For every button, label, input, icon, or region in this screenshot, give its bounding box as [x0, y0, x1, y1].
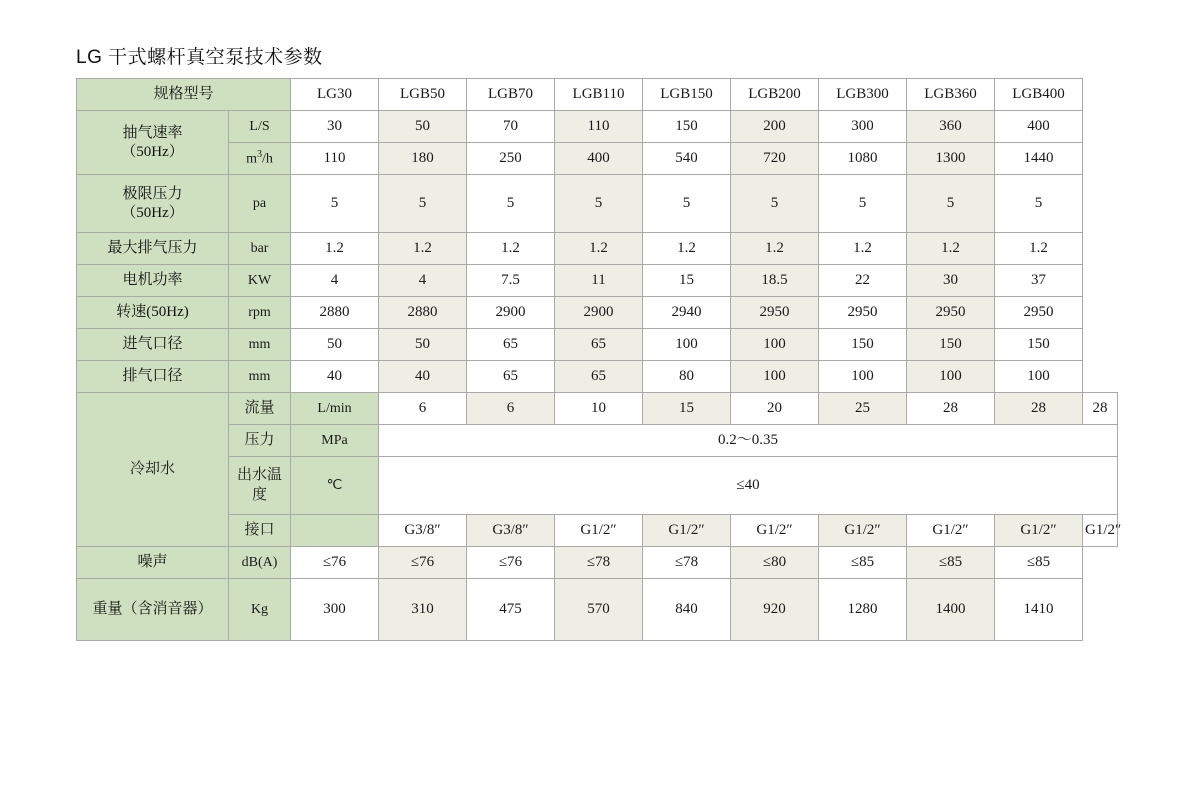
table-row [77, 111, 1118, 143]
cell: 1080 [819, 143, 907, 175]
cell: 6 [467, 393, 555, 425]
cell: 5 [555, 175, 643, 233]
cell: 20 [731, 393, 819, 425]
cell: 1.2 [291, 233, 379, 265]
row-label-pumping-speed [77, 111, 229, 175]
cell: 22 [819, 265, 907, 297]
row-unit: ℃ [291, 457, 379, 515]
model-header-0: LG30 [291, 79, 379, 111]
row-label-motor-power: 电机功率 [77, 265, 229, 297]
cell: 50 [379, 111, 467, 143]
cell: 5 [995, 175, 1083, 233]
cell: 5 [467, 175, 555, 233]
model-header-7: LGB360 [907, 79, 995, 111]
cell: ≤76 [291, 547, 379, 579]
table-row [77, 361, 1118, 393]
cell: 150 [819, 329, 907, 361]
cell: 100 [643, 329, 731, 361]
row-label-line1: 极限压力 [122, 185, 183, 202]
cell: 100 [731, 329, 819, 361]
cell: 40 [291, 361, 379, 393]
row-label-water-temperature [229, 457, 291, 515]
cell: 4 [291, 265, 379, 297]
model-header-3: LGB110 [555, 79, 643, 111]
cell: 300 [819, 111, 907, 143]
cell: 360 [907, 111, 995, 143]
row-label-line1: 抽气速率 [122, 124, 183, 141]
cell: 2900 [467, 297, 555, 329]
cell: 1.2 [379, 233, 467, 265]
cell: 11 [555, 265, 643, 297]
table-row [77, 515, 1118, 547]
cell: 100 [995, 361, 1083, 393]
model-header-4: LGB150 [643, 79, 731, 111]
cell: ≤78 [643, 547, 731, 579]
cell: G1/2″ [819, 515, 907, 547]
cell: 5 [731, 175, 819, 233]
row-label-outlet-diameter: 排气口径 [77, 361, 229, 393]
cell: 150 [643, 111, 731, 143]
cell: 2900 [555, 297, 643, 329]
cell: 5 [643, 175, 731, 233]
row-unit [291, 515, 379, 547]
cell: 65 [467, 329, 555, 361]
cell: 37 [995, 265, 1083, 297]
cell: 310 [379, 579, 467, 641]
spec-table [76, 78, 1122, 641]
cell: G1/2″ [907, 515, 995, 547]
cell: 28 [907, 393, 995, 425]
cell: 840 [643, 579, 731, 641]
row-label-pressure: 压力 [229, 425, 291, 457]
table-row [77, 329, 1118, 361]
cell: 300 [291, 579, 379, 641]
cell: 400 [995, 111, 1083, 143]
cell-merged-pressure: 0.2～0.35 [379, 425, 1118, 457]
cell: 2950 [731, 297, 819, 329]
cell: 100 [907, 361, 995, 393]
cell: 475 [467, 579, 555, 641]
cell: 720 [731, 143, 819, 175]
cell: 400 [555, 143, 643, 175]
cell: 100 [819, 361, 907, 393]
cell: 920 [731, 579, 819, 641]
cell: 2880 [291, 297, 379, 329]
cell: 1400 [907, 579, 995, 641]
cell: 1300 [907, 143, 995, 175]
row-label-connector: 接口 [229, 515, 291, 547]
cell: G1/2″ [731, 515, 819, 547]
page-title: LG 干式螺杆真空泵技术参数 [76, 47, 323, 68]
row-unit: rpm [229, 297, 291, 329]
table-row [77, 297, 1118, 329]
cell: 4 [379, 265, 467, 297]
cell: 18.5 [731, 265, 819, 297]
cell: 2950 [907, 297, 995, 329]
cell: 2950 [995, 297, 1083, 329]
cell: 2940 [643, 297, 731, 329]
cell: 1.2 [467, 233, 555, 265]
row-label-text: 出水温度 [237, 467, 283, 503]
cell: 100 [731, 361, 819, 393]
cell: ≤76 [467, 547, 555, 579]
cell: 110 [291, 143, 379, 175]
cell: G1/2″ [995, 515, 1083, 547]
cell: 30 [907, 265, 995, 297]
cell: 5 [907, 175, 995, 233]
row-label-weight: 重量（含消音器） [77, 579, 229, 641]
cell: ≤85 [819, 547, 907, 579]
table-row [77, 393, 1118, 425]
cell: G3/8″ [379, 515, 467, 547]
cell: 65 [555, 329, 643, 361]
cell: 110 [555, 111, 643, 143]
row-label-ultimate-pressure [77, 175, 229, 233]
table-row [77, 175, 1118, 233]
row-label-line2: （50Hz） [121, 204, 184, 221]
cell: 1.2 [907, 233, 995, 265]
cell: 70 [467, 111, 555, 143]
cell: 65 [467, 361, 555, 393]
row-unit: pa [229, 175, 291, 233]
cell: 1440 [995, 143, 1083, 175]
cell: 28 [1083, 393, 1118, 425]
table-row [77, 143, 1118, 175]
table-row [77, 233, 1118, 265]
cell: 5 [379, 175, 467, 233]
row-label-rotation-speed: 转速(50Hz) [77, 297, 229, 329]
row-unit: L/S [229, 111, 291, 143]
cell: 25 [819, 393, 907, 425]
row-unit: dB(A) [229, 547, 291, 579]
cell: 250 [467, 143, 555, 175]
cell: 2880 [379, 297, 467, 329]
cell: ≤85 [995, 547, 1083, 579]
table-row [77, 547, 1118, 579]
cell: G3/8″ [467, 515, 555, 547]
cell: 570 [555, 579, 643, 641]
cell: 1.2 [819, 233, 907, 265]
table-row [77, 579, 1118, 641]
cell: 10 [555, 393, 643, 425]
model-header-5: LGB200 [731, 79, 819, 111]
model-header-2: LGB70 [467, 79, 555, 111]
group-label-cooling-water: 冷却水 [77, 393, 229, 547]
cell: 30 [291, 111, 379, 143]
cell: 1280 [819, 579, 907, 641]
cell: 5 [819, 175, 907, 233]
cell: 1.2 [731, 233, 819, 265]
cell: 540 [643, 143, 731, 175]
cell: 1.2 [995, 233, 1083, 265]
cell: 50 [379, 329, 467, 361]
cell: 200 [731, 111, 819, 143]
cell-merged-temperature: ≤40 [379, 457, 1118, 515]
cell: 15 [643, 265, 731, 297]
row-unit: mm [229, 361, 291, 393]
row-label-inlet-diameter: 进气口径 [77, 329, 229, 361]
cell: 150 [907, 329, 995, 361]
cell: 150 [995, 329, 1083, 361]
cell: 80 [643, 361, 731, 393]
cell: 65 [555, 361, 643, 393]
row-label-max-exhaust-pressure: 最大排气压力 [77, 233, 229, 265]
cell: ≤78 [555, 547, 643, 579]
cell: 28 [995, 393, 1083, 425]
cell: 15 [643, 393, 731, 425]
cell: 40 [379, 361, 467, 393]
row-unit: L/min [291, 393, 379, 425]
model-header-1: LGB50 [379, 79, 467, 111]
header-label: 规格型号 [77, 79, 291, 111]
row-label-noise: 噪声 [77, 547, 229, 579]
cell: 1.2 [555, 233, 643, 265]
table-header-row [77, 79, 1118, 111]
cell: 6 [379, 393, 467, 425]
row-unit: KW [229, 265, 291, 297]
cell: 1.2 [643, 233, 731, 265]
table-row [77, 265, 1118, 297]
cell: ≤85 [907, 547, 995, 579]
cell: 5 [291, 175, 379, 233]
cell: 2950 [819, 297, 907, 329]
row-unit: Kg [229, 579, 291, 641]
cell: 180 [379, 143, 467, 175]
row-unit: $m^3/h$ [229, 143, 291, 175]
row-unit: bar [229, 233, 291, 265]
model-header-8: LGB400 [995, 79, 1083, 111]
row-unit: MPa [291, 425, 379, 457]
cell: 1410 [995, 579, 1083, 641]
cell: G1/2″ [555, 515, 643, 547]
row-unit: mm [229, 329, 291, 361]
model-header-6: LGB300 [819, 79, 907, 111]
table-row [77, 425, 1118, 457]
row-label-flow: 流量 [229, 393, 291, 425]
cell: 7.5 [467, 265, 555, 297]
cell: ≤76 [379, 547, 467, 579]
row-label-line2: （50Hz） [121, 143, 184, 160]
cell: 50 [291, 329, 379, 361]
cell: G1/2″ [1083, 515, 1118, 547]
table-row [77, 457, 1118, 515]
cell: ≤80 [731, 547, 819, 579]
cell: G1/2″ [643, 515, 731, 547]
